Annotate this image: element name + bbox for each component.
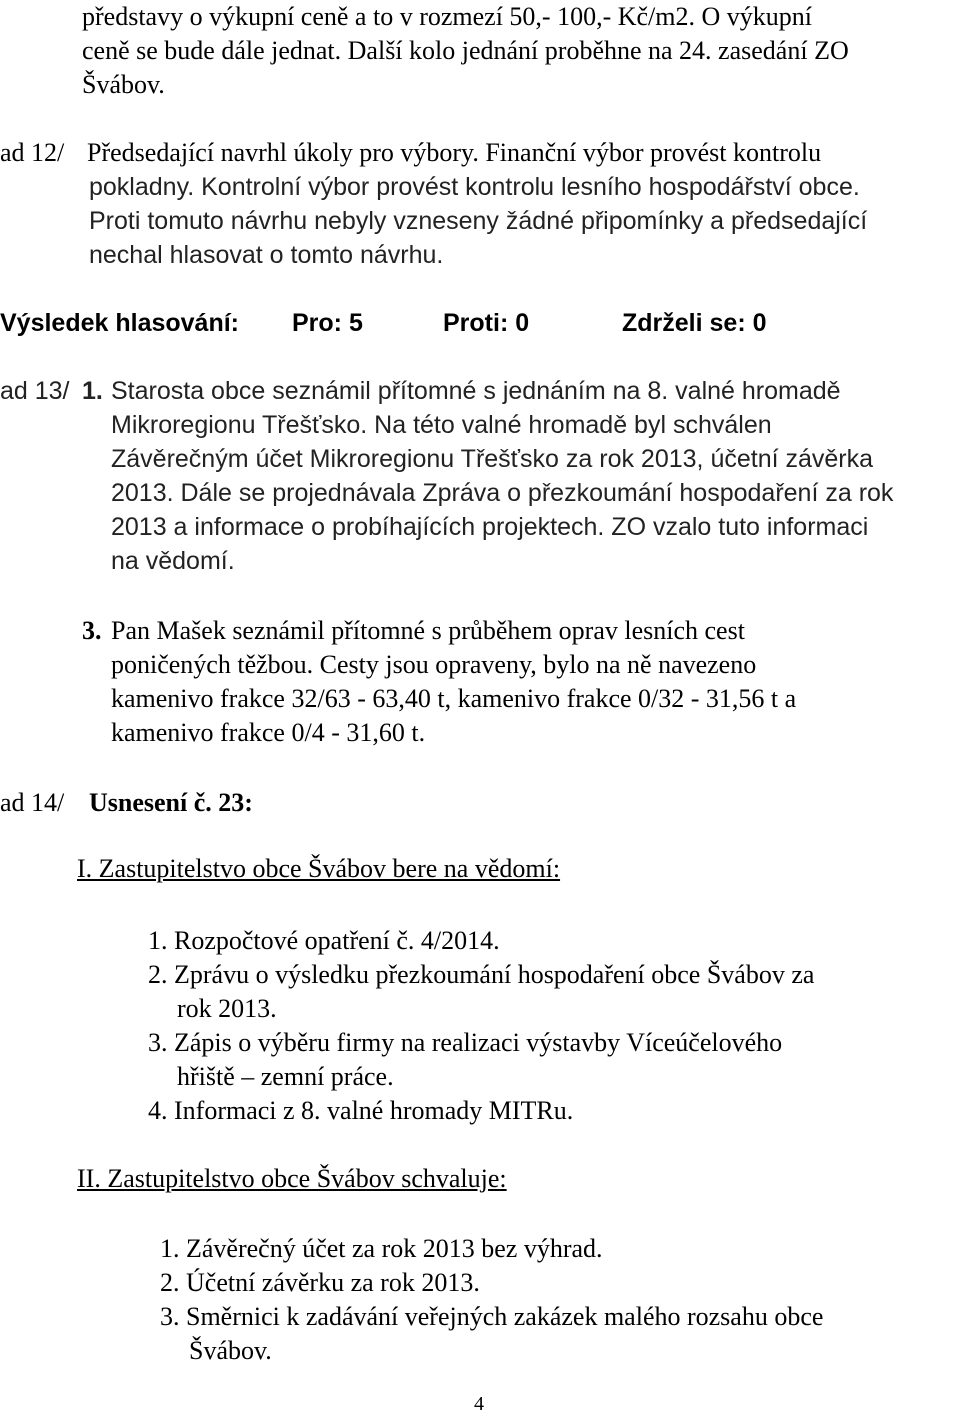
list-item: 3. Zápis o výběru firmy na realizaci výstavby Víceúčelového (148, 1028, 783, 1057)
text-line: představy o výkupní ceně a to v rozmezí 50,- 100,- Kč/m2. O výkupní (82, 2, 812, 31)
item-label: ad 12/ (0, 138, 65, 167)
list-item-continuation: rok 2013. (177, 994, 277, 1023)
resolution-title: Usnesení č. 23: (89, 788, 253, 817)
list-number: 3. (82, 616, 102, 645)
section-heading: II. Zastupitelstvo obce Švábov schvaluje: (77, 1164, 507, 1193)
vote-proti: Proti: 0 (443, 309, 530, 337)
list-item: 3. Směrnici k zadávání veřejných zakázek malého rozsahu obce (160, 1302, 824, 1331)
list-item-continuation: Švábov. (189, 1336, 272, 1365)
vote-label: Výsledek hlasování: (0, 309, 240, 337)
text-line: 2013. Dále se projednávala Zpráva o přezkoumání hospodaření za rok (111, 479, 894, 507)
list-item: 2. Účetní závěrku za rok 2013. (160, 1268, 480, 1297)
text-line: ceně se bude dále jednat. Další kolo jednání proběhne na 24. zasedání ZO (82, 36, 849, 65)
text-line: kamenivo frakce 32/63 - 63,40 t, kamenivo frakce 0/32 - 31,56 t a (111, 684, 797, 713)
text-line: na vědomí. (111, 547, 235, 575)
list-item-continuation: hřiště – zemní práce. (177, 1062, 394, 1091)
text-line: Proti tomuto návrhu nebyly vzneseny žádné připomínky a předsedající (89, 207, 868, 235)
vote-abstain: Zdrželi se: 0 (622, 309, 767, 337)
text-line: Pan Mašek seznámil přítomné s průběhem oprav lesních cest (111, 616, 745, 645)
item-label: ad 13/ (0, 377, 70, 405)
list-item: 1. Rozpočtové opatření č. 4/2014. (148, 926, 500, 955)
section-heading: I. Zastupitelstvo obce Švábov bere na vědomí: (77, 854, 561, 883)
list-item: 4. Informaci z 8. valné hromady MITRu. (148, 1096, 574, 1125)
list-item: 1. Závěrečný účet za rok 2013 bez výhrad. (160, 1234, 603, 1263)
text-line: nechal hlasovat o tomto návrhu. (89, 241, 444, 269)
text-line: Starosta obce seznámil přítomné s jednáním na 8. valné hromadě (111, 377, 841, 405)
list-number: 1. (82, 377, 103, 405)
vote-pro: Pro: 5 (292, 309, 363, 337)
text-line: Švábov. (82, 70, 165, 99)
text-line: 2013 a informace o probíhajících projektech. ZO vzalo tuto informaci (111, 513, 869, 541)
list-item: 2. Zprávu o výsledku přezkoumání hospodaření obce Švábov za (148, 960, 815, 989)
item-label: ad 14/ (0, 788, 65, 817)
page-number: 4 (474, 1393, 484, 1415)
text-line: Mikroregionu Třešťsko. Na této valné hromadě byl schválen (111, 411, 772, 439)
text-line: pokladny. Kontrolní výbor provést kontrolu lesního hospodářství obce. (89, 173, 860, 201)
text-line: poničených těžbou. Cesty jsou opraveny, bylo na ně navezeno (111, 650, 757, 679)
text-line: Závěrečným účet Mikroregionu Třešťsko za rok 2013, účetní závěrka (111, 445, 874, 473)
text-line: Předsedající navrhl úkoly pro výbory. Finanční výbor provést kontrolu (87, 138, 822, 167)
text-line: kamenivo frakce 0/4 - 31,60 t. (111, 718, 426, 747)
